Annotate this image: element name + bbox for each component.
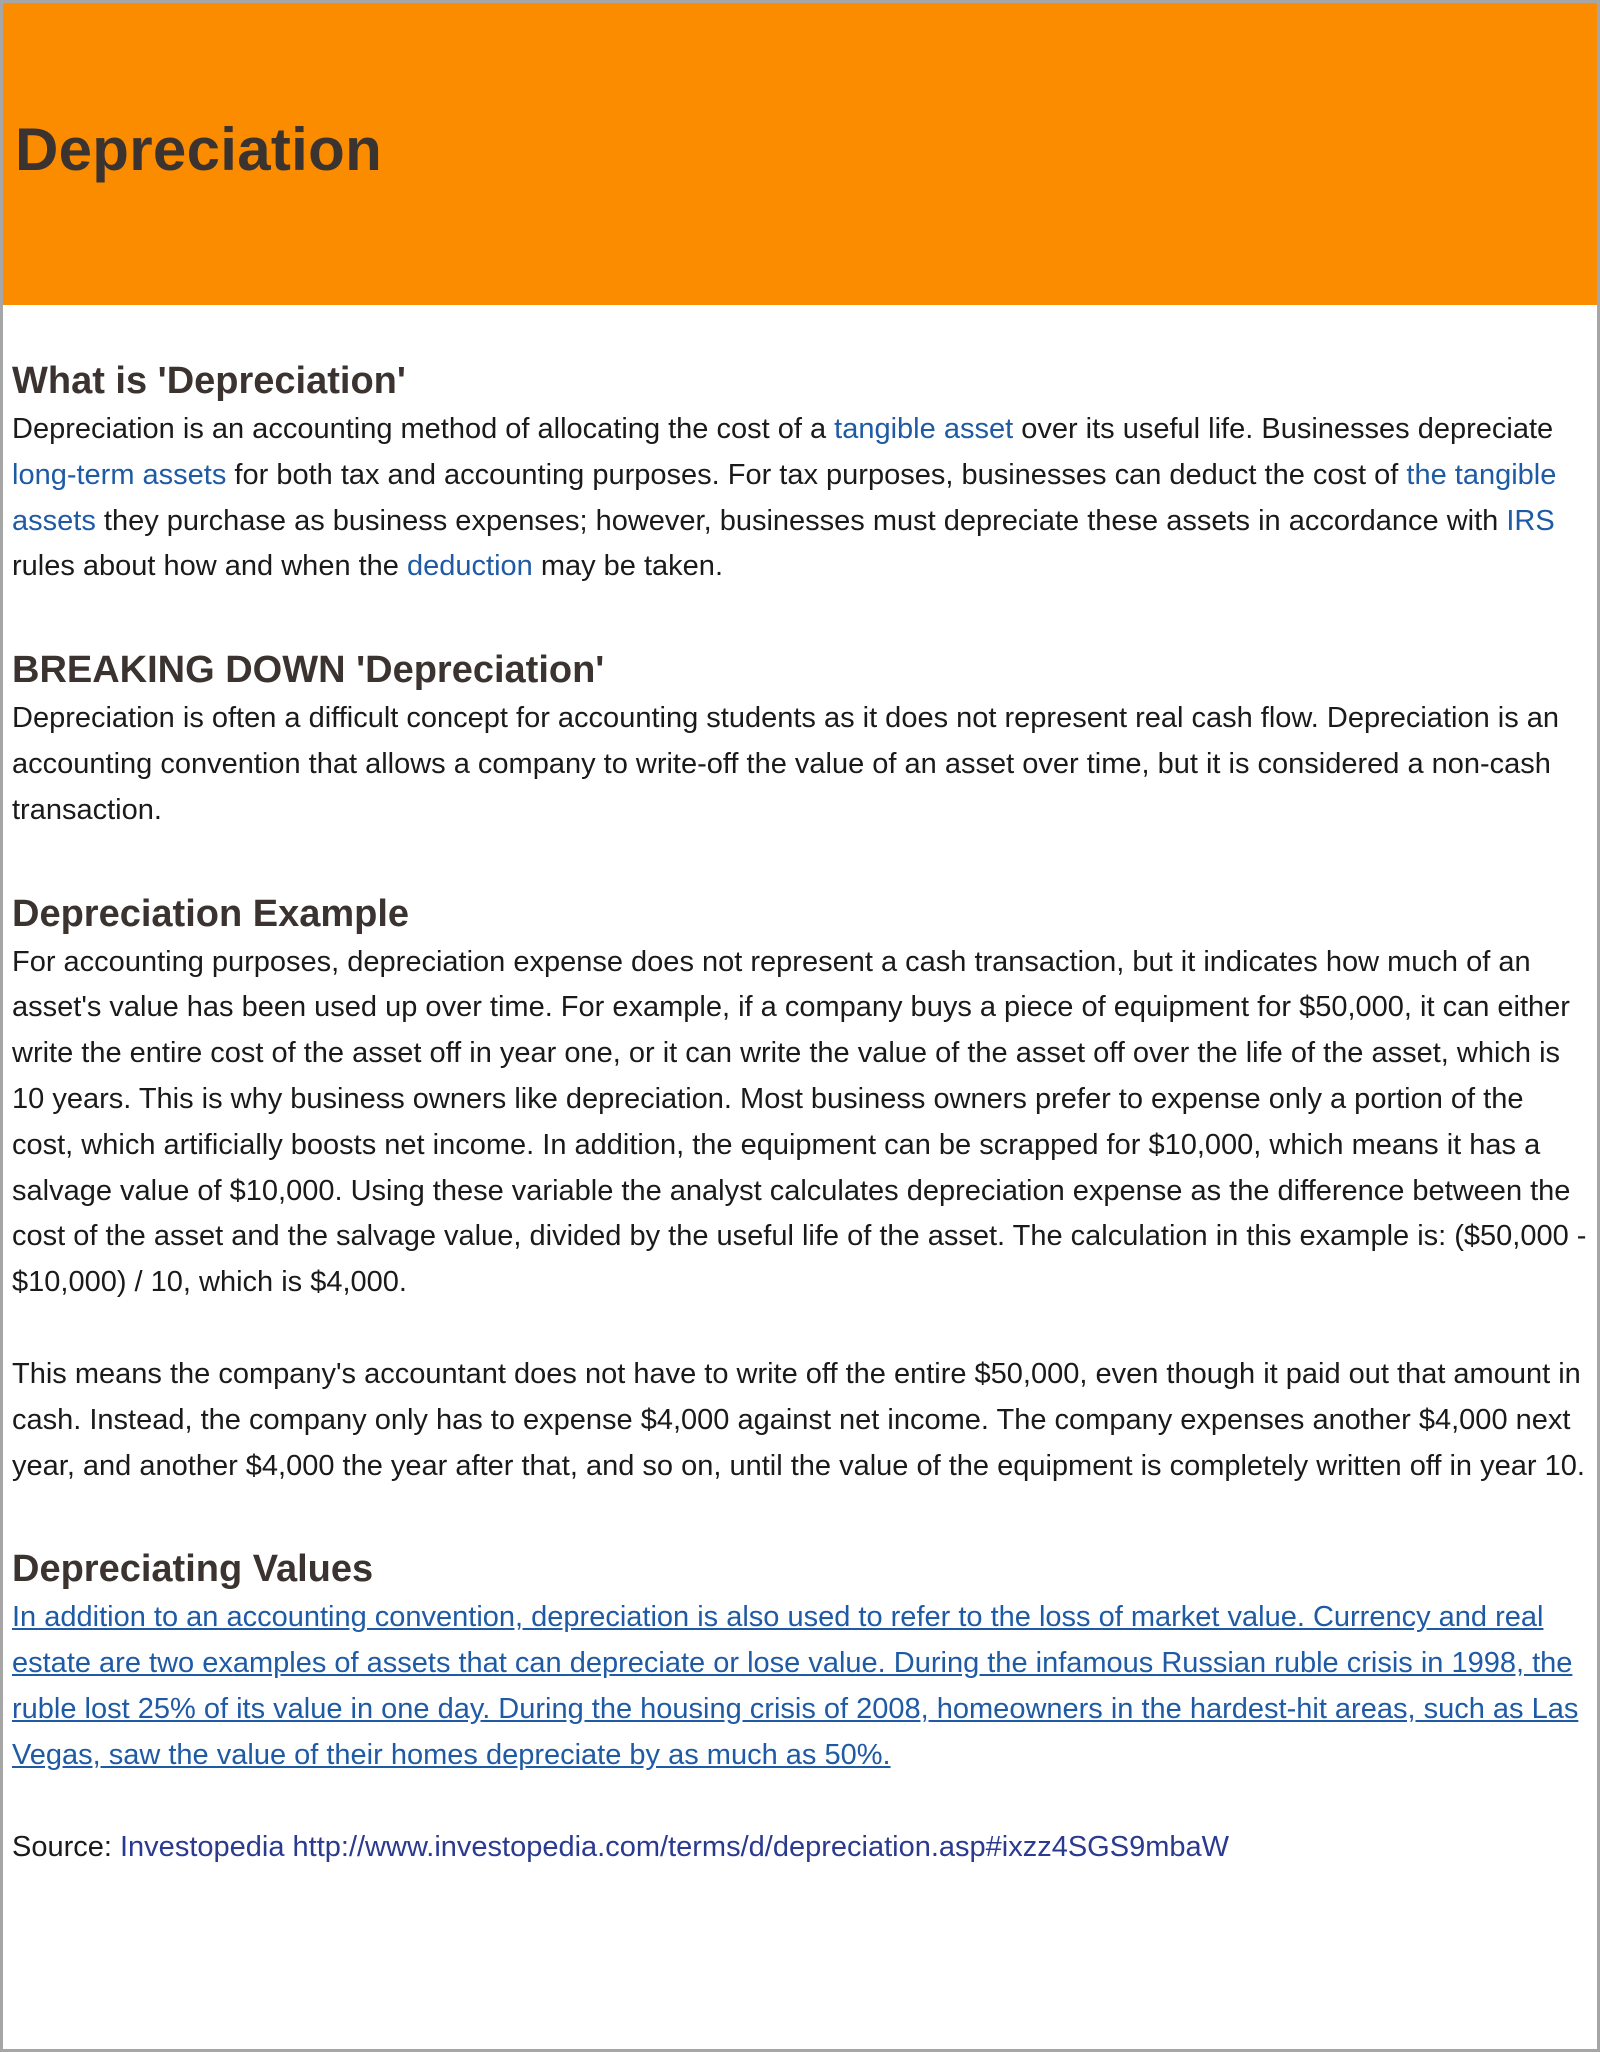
source-line: [12, 1825, 1590, 1871]
breaking-down-paragraph: Depreciation is often a difficult concept for accounting students as it does not represent real cash flow. Depreciation is an accounting convention that allows a company to write-off the value of an asset over time, but it is considered a non-cash transaction.: [12, 702, 1560, 826]
what-text-1: Depreciation is an accounting method of allocating the cost of a: [12, 413, 835, 445]
example-paragraph-1: For accounting purposes, depreciation expense does not represent a cash transaction, but it indicates how much of an asset's value has been used up over time. For example, if a company buys a piece of equipment for $50,000, it can either write the entire cost of the asset off in year one, or it can write the value of the asset off over the life of the asset, which is 10 years. This is why business owners like depreciation. Most business owners prefer to expense only a portion of the cost, which artificially boosts net income. In addition, the equipment can be scrapped for $10,000, which means it has a salvage value of $10,000. Using these variable the analyst calculates depreciation expense as the difference between the cost of the asset and the salvage value, divided by the useful life of the asset. The calculation in this example is: ($50,000 - $10,000) / 10, which is $4,000.: [12, 945, 1587, 1299]
depreciating-values-heading: Depreciating Values: [12, 1548, 374, 1591]
what-paragraph: [12, 407, 1590, 590]
depreciating-values-link[interactable]: In addition to an accounting convention, depreciation is also used to refer to the loss of market value. Currency and real estate are two examples of assets that can depreciate or lose value. During the infamous Russian ruble crisis in 1998, the ruble lost 25% of its value in one day. During the housing crisis of 2008, homeowners in the hardest-hit areas, such as Las Vegas, saw the value of their homes depreciate by as much as 50%.: [12, 1601, 1579, 1771]
depreciating-values-paragraph: [12, 1595, 1590, 1778]
what-text-2: over its useful life. Businesses depreciate: [1013, 413, 1554, 445]
deduction-link[interactable]: deduction: [407, 550, 533, 583]
what-text-4: they purchase as business expenses; however, businesses must depreciate these assets in accordance with: [95, 504, 1507, 537]
irs-link[interactable]: IRS: [1506, 504, 1555, 537]
page-title: Depreciation: [15, 116, 383, 183]
title-banner: [3, 3, 1597, 305]
source-label: Source:: [12, 1830, 120, 1863]
what-text-3: for both tax and accounting purposes. For tax purposes, businesses can deduct the cost of: [226, 458, 1407, 491]
article-body: [12, 355, 1590, 1870]
long-term-assets-link[interactable]: long-term assets: [12, 458, 227, 491]
breaking-down-heading: BREAKING DOWN 'Depreciation': [12, 649, 605, 692]
tangible-asset-link[interactable]: tangible asset: [834, 413, 1014, 445]
what-text-6: may be taken.: [532, 550, 723, 583]
source-link[interactable]: Investopedia http://www.investopedia.com/terms/d/depreciation.asp#ixzz4SGS9mbaW: [120, 1830, 1229, 1863]
what-heading: What is 'Depreciation': [12, 360, 406, 402]
tangible-assets-link[interactable]: the tangible assets: [12, 458, 1557, 537]
example-paragraph-2: This means the company's accountant does not have to write off the entire $50,000, even though it paid out that amount in cash. Instead, the company only has to expense $4,000 against net income. The company expenses another $4,000 next year, and another $4,000 the year after that, and so on, until the value of the equipment is completely written off in year 10.: [12, 1357, 1585, 1482]
what-text-5: rules about how and when the: [12, 550, 407, 583]
example-heading: Depreciation Example: [12, 892, 410, 935]
